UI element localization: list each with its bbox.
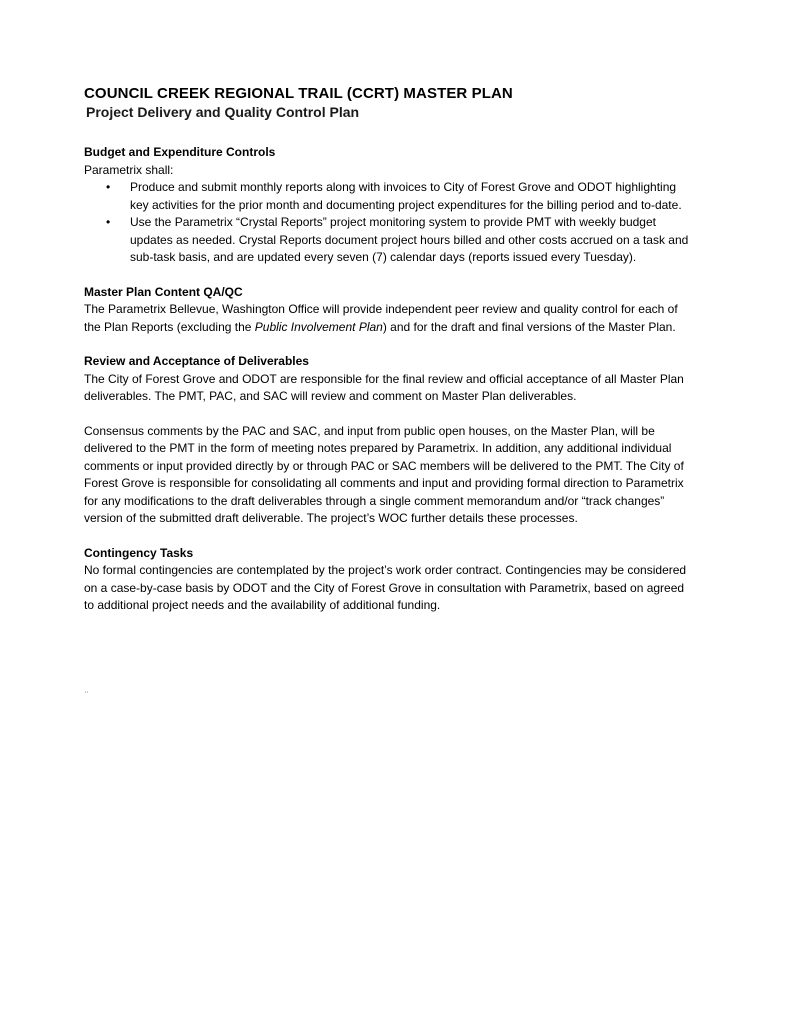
budget-bullet-list bbox=[84, 179, 696, 267]
qaqc-text-after: ) and for the draft and final versions of the Master Plan. bbox=[382, 319, 676, 334]
section-heading-contingency: Contingency Tasks bbox=[84, 545, 194, 560]
contingency-paragraph: No formal contingencies are contemplated by the project’s work order contract. Contingencies may be considered on a case-by-case basis by ODOT and the City of Forest Grove in consultation with Parametrix, based on agreed to additional project needs and the availability of additional funding. bbox=[84, 563, 687, 612]
document-subtitle: Project Delivery and Quality Control Plan bbox=[86, 104, 360, 120]
section-heading-budget: Budget and Expenditure Controls bbox=[84, 145, 276, 159]
stray-mark: ¨ bbox=[85, 690, 88, 700]
document-page bbox=[84, 84, 696, 632]
review-paragraph-2: Consensus comments by the PAC and SAC, and input from public open houses, on the Master Plan, will be delivered to the PMT in the form of meeting notes prepared by Parametrix. In addition, any additional individual comments or input provided directly by or through PAC or SAC members will be delivered to the PMT. The City of Forest Grove is responsible for consolidating all comments and input and providing formal direction to Parametrix for any modifications to the draft deliverables through a single comment memorandum and/or “track changes” version of the submitted draft deliverable. The project’s WOC further details these processes. bbox=[84, 423, 684, 525]
budget-intro: Parametrix shall: bbox=[84, 162, 174, 177]
section-qaqc bbox=[84, 284, 696, 337]
document-title: COUNCIL CREEK REGIONAL TRAIL (CCRT) MASTER PLAN bbox=[84, 85, 513, 102]
qaqc-text-before: The Parametrix Bellevue, Washington Office will provide independent peer review and quality control for each of the Plan Reports (excluding the bbox=[84, 302, 678, 334]
budget-bullet-item: • Produce and submit monthly reports along with invoices to City of Forest Grove and ODOT highlighting key activities for the prior month and documenting project expenditures for the billing period and to-date. bbox=[130, 179, 696, 214]
qaqc-paragraph bbox=[84, 301, 696, 336]
section-heading-review: Review and Acceptance of Deliverables bbox=[84, 354, 309, 368]
qaqc-italic-plan-name: Public Involvement Plan bbox=[254, 319, 383, 334]
review-paragraph-1: The City of Forest Grove and ODOT are responsible for the final review and official acceptance of all Master Plan deliverables. The PMT, PAC, and SAC will review and comment on Master Plan deliverables. bbox=[84, 371, 684, 403]
section-budget bbox=[84, 144, 696, 267]
section-review bbox=[84, 353, 696, 528]
section-heading-qaqc: Master Plan Content QA/QC bbox=[84, 284, 243, 299]
section-contingency bbox=[84, 545, 696, 615]
budget-bullet-item: • Use the Parametrix “Crystal Reports” project monitoring system to provide PMT with weekly budget updates as needed. Crystal Reports document project hours billed and other costs accrued on a task and sub-task basis, and are updated every seven (7) calendar days (reports issued every Tuesday). bbox=[130, 214, 696, 267]
